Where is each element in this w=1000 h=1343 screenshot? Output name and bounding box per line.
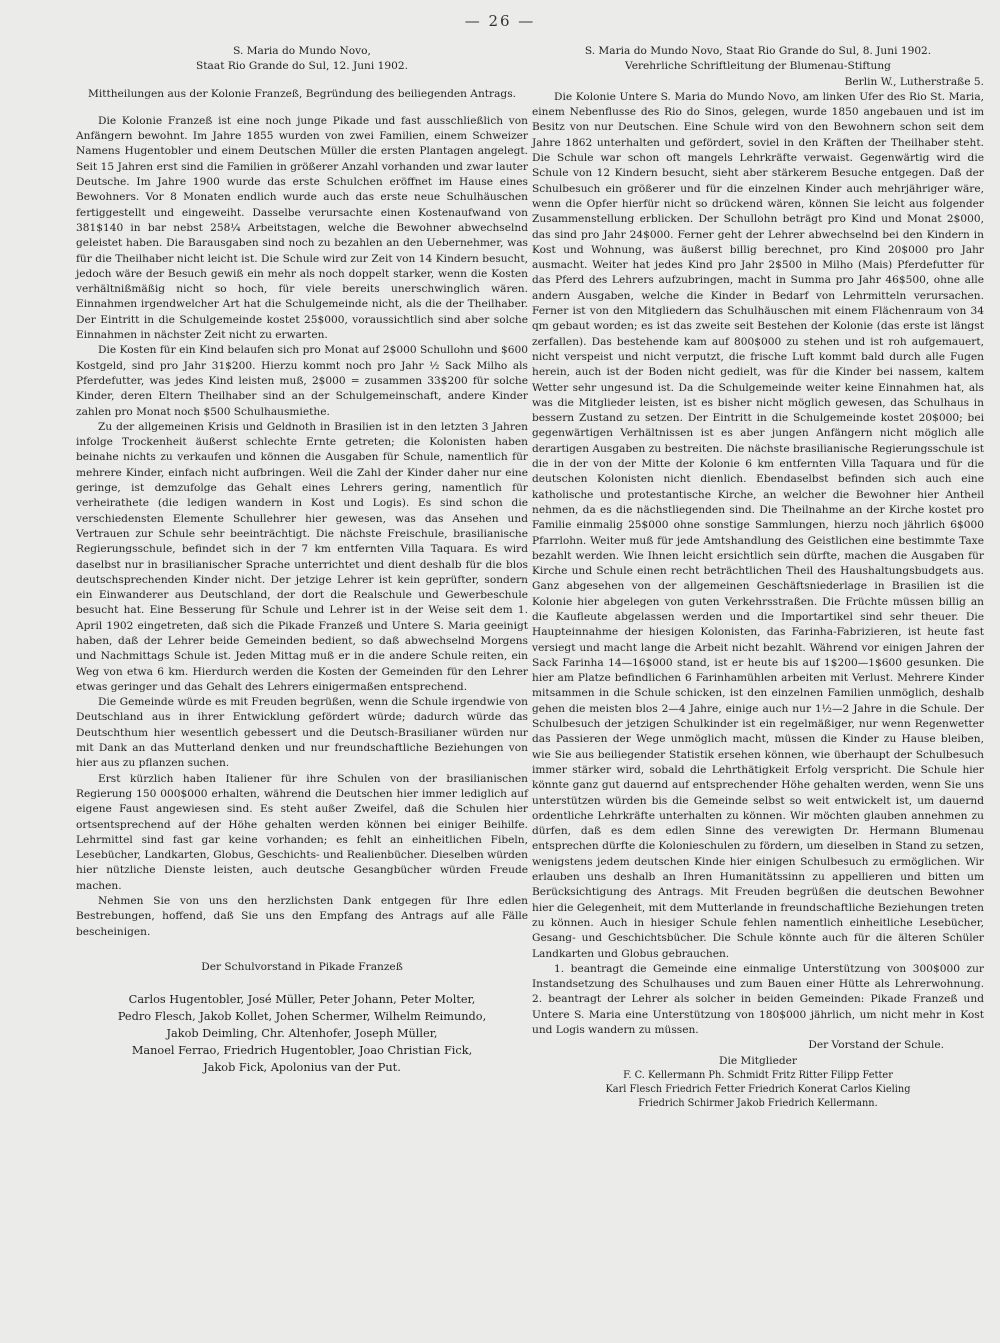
left-paragraph: Nehmen Sie von uns den herzlichsten Dank entgegen für Ihre edlen Bestrebungen, hoffend, daß Sie uns den Empfang des Antrags auf alle Fälle bescheinigen. bbox=[76, 895, 528, 938]
left-signature-title: Der Schulvorstand in Pikade Franzeß bbox=[201, 960, 403, 973]
left-paragraph: Die Gemeinde würde es mit Freuden begrüßen, wenn die Schule irgendwie von Deutschland aus in ihrer Entwicklung gefördert würde; dadurch würde das Deutschthum hier wesentlich gebessert und die Deutsch-Brasilianer würden nur mit Dank an das Mutterland denken und nur freundschaftliche Beziehungen von hier aus zu pflanzen suchen. bbox=[76, 696, 528, 770]
left-column bbox=[76, 44, 528, 1076]
member-line: Karl Flesch Friedrich Fetter Friedrich Konerat Carlos Kieling bbox=[605, 1083, 911, 1095]
right-members bbox=[532, 1069, 984, 1111]
right-address-line2: Berlin W., Lutherstraße 5. bbox=[844, 75, 984, 88]
member-line: Friedrich Schirmer Jakob Friedrich Kellermann. bbox=[638, 1097, 878, 1109]
signer-line: Pedro Flesch, Jakob Kollet, Johen Schermer, Wilhelm Reimundo, bbox=[117, 1010, 487, 1024]
left-signers bbox=[76, 991, 528, 1076]
signer-line: Jakob Deimling, Chr. Altenhofer, Joseph Müller, bbox=[166, 1027, 438, 1041]
left-paragraph: Erst kürzlich haben Italiener für ihre Schulen von der brasilianischen Regierung 150 000$000 erhalten, während die Deutschen hier immer lediglich auf eigene Faust angewiesen sind. Es steht außer Zweifel, daß die Schulen hier ortsentsprechend auf der Höhe gehalten werden können bei einiger Beihilfe. Lehrmittel sind fast gar keine vorhanden; es fehlt an einheitlichen Fibeln, Lesebücher, Landkarten, Globus, Geschichts- und Realienbücher. Dieselben würden hier nützliche Dienste leisten, auch deutsche Gesangbücher würden Freude machen. bbox=[76, 772, 528, 892]
right-place-date: S. Maria do Mundo Novo, Staat Rio Grande do Sul, 8. Juni 1902. bbox=[584, 45, 932, 57]
left-paragraph: Zu der allgemeinen Krisis und Geldnoth in Brasilien ist in den letzten 3 Jahren infolge Trockenheit äußerst schlechte Ernte getreten; die Kolonisten haben beinahe nichts zu verkaufen und können die Ausgaben für Schule, namentlich für mehrere Kinder, einfach nicht aufbringen. Weil die Zahl der Kinder daher nur eine geringe, ist demzufolge das Gehalt eines Lehrers gering, namentlich für verheirathete (die ledigen wandern in Kost und Logis). Es sind schon die verschiedensten Elemente Schullehrer hier gewesen, was das Ansehen und Vertrauen zur Schule sehr beeinträchtigt. Die nächste Freischule, brasilianische Regierungsschule, befindet sich in der 7 km entfernten Villa Taquara. Es wird daselbst nur in brasilianischer Sprache unterrichtet und dient deshalb für die blos deutschsprechenden Kinder nicht. Der jetzige Lehrer ist kein geprüfter, sondern ein Einwanderer aus Deutschland, der dort die Realschule und Gewerbeschule besucht hat. Eine Besserung für Schule und Lehrer ist in der Weise seit dem 1. April 1902 eingetreten, daß sich die Pikade Franzeß und Untere S. Maria geeinigt haben, daß der Lehrer beide Gemeinden bedient, so daß abwechselnd Morgens und Nachmittags Schule ist. Jeden Mittag muß er in die andere Schule reiten, ein Weg von etwa 6 km. Hierdurch werden die Kosten der Gemeinden für den Lehrer etwas geringer und das Gehalt des Lehrers einigermaßen entsprechend. bbox=[76, 420, 528, 693]
right-column bbox=[532, 44, 984, 1111]
signer-line: Manoel Ferrao, Friedrich Hugentobler, Joao Christian Fick, bbox=[131, 1044, 473, 1058]
left-place-date: S. Maria do Mundo Novo, bbox=[233, 45, 371, 57]
right-address-line1: Verehrliche Schriftleitung der Blumenau-Stiftung bbox=[625, 60, 891, 73]
left-paragraph: Die Kolonie Franzeß ist eine noch junge Pikade und fast ausschließlich von Anfängern bewohnt. Im Jahre 1855 wurden von zwei Familien, einem Schweizer Namens Hugentobler und einem Deutschen Müller die ersten Plantagen angelegt. Seit 15 Jahren erst sind die Familien in größerer Anzahl vorhanden und zwar lauter Deutsche. Im Jahre 1900 wurde das erste Schulchen eröffnet im Hause eines Bewohners. Vor 8 Monaten endlich wurde auch das erste neue Schulhäuschen fertiggestellt und eingeweiht. Dasselbe verursachte einen Kostenaufwand von 381$140 in bar nebst 258¼ Arbeitstagen, welche die Bewohner abwechselnd geleistet haben. Die Barausgaben sind noch zu bezahlen an den Uebernehmer, was für die Theilhaber nicht leicht ist. Die Schule wird zur Zeit von 14 Kindern besucht, jedoch wäre der Besuch gewiß ein mehr als noch doppelt starker, wenn die Kosten verhältnißmäßig nicht so hoch, für viele bereits unerschwinglich wären. Einnahmen irgendwelcher Art hat die Schulgemeinde nicht, als die der Theilhaber. Der Eintritt in die Schulgemeinde kostet 25$000, voraussichtlich sind aber solche Einnahmen in nächster Zeit nicht zu erwarten. bbox=[76, 114, 528, 342]
right-paragraph: 1. beantragt die Gemeinde eine einmalige Unterstützung von 300$000 zur Instandsetzung des Schulhauses und zum Bauen einer Hütte als Lehrerwohnung. 2. beantragt der Lehrer als solcher in beiden Gemeinden: Pikade Franzeß und Untere S. Maria eine Unterstützung von 180$000 jährlich, um nicht mehr in Kost und Logis wandern zu müssen. bbox=[532, 962, 984, 1036]
left-paragraph: Die Kosten für ein Kind belaufen sich pro Monat auf 2$000 Schullohn und $600 Kostgeld, sind pro Jahr 31$200. Hierzu kommt noch pro Jahr ½ Sack Milho als Pferdefutter, was jedes Kind leisten muß, 2$000 = zusammen 33$200 für solche Kinder, deren Eltern Theilhaber sind an der Schulgemeinschaft, andere Kinder zahlen pro Monat noch $500 Schulhausmiethe. bbox=[76, 344, 528, 418]
signer-line: Jakob Fick, Apolonius van der Put. bbox=[203, 1061, 401, 1075]
left-section-title: Mittheilungen aus der Kolonie Franzeß, Begründung des beiliegenden Antrags. bbox=[87, 87, 517, 100]
right-signature-board: Der Vorstand der Schule. bbox=[808, 1039, 944, 1052]
signer-line: Carlos Hugentobler, José Müller, Peter Johann, Peter Molter, bbox=[128, 993, 476, 1007]
left-place-date-line2: Staat Rio Grande do Sul, 12. Juni 1902. bbox=[196, 60, 408, 73]
member-line: F. C. Kellermann Ph. Schmidt Fritz Ritter Filipp Fetter bbox=[623, 1069, 893, 1081]
right-signature-members: Die Mitglieder bbox=[719, 1054, 797, 1067]
page-number: — 26 — bbox=[464, 12, 536, 30]
right-paragraph: Die Kolonie Untere S. Maria do Mundo Novo, am linken Ufer des Rio St. Maria, einem Nebenflusse des Rio do Sinos, gelegen, wurde 1850 angebauen und ist im Besitz von nur Deutschen. Eine Schule wird von den Bewohnern schon seit dem Jahre 1862 unterhalten und gefördert, soviel in den Kräften der Theilhaber steht. Die Schule war schon oft mangels Lehrkräfte verwaist. Gegenwärtig wird die Schule von 12 Kindern besucht, sieht aber stärkerem Besuche entgegen. Daß der Schulbesuch ein größerer und für die einzelnen Kinder auch mehrjähriger wäre, wenn die Opfer hierfür nicht so drückend wären, können Sie leicht aus folgender Zusammenstellung erblicken. Der Schullohn beträgt pro Kind und Monat 2$000, das sind pro Jahr 24$000. Ferner geht der Lehrer abwechselnd bei den Kindern in Kost und Wohnung, was äußerst billig berechnet, pro Kind 20$000 pro Jahr ausmacht. Weiter hat jedes Kind pro Jahr 2$500 in Milho (Mais) Pferdefutter für das Pferd des Lehrers aufzubringen, macht in Summa pro Jahr 46$500, ohne alle andern Ausgaben, welche die Kinder in Bedarf von Lehrmitteln verursachen. Ferner ist von den Mitgliedern das Schulhäuschen mit einem Flächenraum von 34 qm gebaut worden; es ist das zweite seit Bestehen der Kolonie (das erste ist längst zerfallen). Das bestehende kam auf 800$000 zu stehen und ist roh aufgemauert, nicht verspeist und nicht verputzt, die frische Luft kommt bald durch alle Fugen herein, auch ist der Boden nicht gedielt, was für die Kinder bei nassem, kaltem Wetter sehr ungesund ist. Da die Schulgemeinde weiter keine Einnahmen hat, als was die Mitglieder leisten, ist es bisher nicht möglich gewesen, das Schulhaus in bessern Zustand zu setzen. Der Eintritt in die Schulgemeinde kostet 20$000; bei gegenwärtigen Verhältnissen ist es aber jungen Anfängern nicht möglich alle derartigen Ausgaben zu bestreiten. Die nächste brasilianische Regierungsschule ist die in der von der Mitte der Kolonie 6 km entfernten Villa Taquara und für die deutschen Kolonisten nicht dienlich. Ebendaselbst befinden sich auch eine katholische und protestantische Kirche, an welcher die Bewohner hier Antheil nehmen, da es die nächstliegenden sind. Die Theilnahme an der Kirche kostet pro Familie einmalig 25$000 ohne sonstige Sammlungen, hierzu noch jährlich 6$000 Pfarrlohn. Weiter muß für jede Amtshandlung des Geistlichen eine bestimmte Taxe bezahlt werden. Wie Ihnen leicht ersichtlich sein dürfte, machen die Ausgaben für Kirche und Schule einen recht beträchtlichen Theil des Haushaltungsbudgets aus. Ganz abgesehen von der allgemeinen Geschäftsniederlage in Brasilien ist die Kolonie hier abgelegen von guten Verkehrsstraßen. Die Früchte müssen billig an die Kaufleute abgelassen werden und die Importartikel sind sehr theuer. Die Haupteinnahme der hiesigen Kolonisten, das Farinha-Fabrizieren, ist heute fast versiegt und macht lange die Arbeit nicht bezahlt. Während vor einigen Jahren der Sack Farinha 14—16$000 stand, ist er heute bis auf 1$200—1$600 gesunken. Die hier am Platze befindlichen 6 Farinhamühlen arbeiten mit Verlust. Mehrere Kinder mitsammen in die Schule schicken, ist den einzelnen Familien unmöglich, deshalb gehen die meisten blos 2—4 Jahre, einige auch nur 1½—2 Jahre in die Schule. Der Schulbesuch der jetzigen Schulkinder ist ein regelmäßiger, nur wenn Regenwetter das Passieren der Wege unmöglich macht, müssen die Kinder zu Hause bleiben, wie Sie aus beiliegender Statistik ersehen können, wie überhaupt der Schulbesuch immer stärker wird, sobald die Lehrthätigkeit Erfolg verspricht. Die Schule hier könnte ganz gut dauernd auf entsprechender Höhe gehalten werden, wenn Sie uns unterstützen würden bis die Gemeinde selbst so weit entwickelt ist, um dauernd ordentliche Lehrkräfte unterhalten zu können. Wir möchten glauben annehmen zu dürfen, daß es dem edlen Sinne des verewigten Dr. Hermann Blumenau entsprechen dürfte die Kolonieschulen zu fördern, um dieselben in Stand zu setzen, wenigstens jedem deutschen Kinde hier einigen Schulbesuch zu ermöglichen. Wir erlauben uns deshalb an Ihren Humanitätssinn zu appellieren und bitten um Berücksichtigung des Antrags. Mit Freuden begrüßen die deutschen Bewohner hier die Gelegenheit, mit dem Mutterlande in freundschaftliche Beziehungen treten zu können. Auch in hiesiger Schule fehlen namentlich einheitliche Lesebücher, Gesang- und Geschichtsbücher. Die Schule könnte auch für die älteren Schüler Landkarten und Globus gebrauchen. bbox=[532, 90, 984, 960]
